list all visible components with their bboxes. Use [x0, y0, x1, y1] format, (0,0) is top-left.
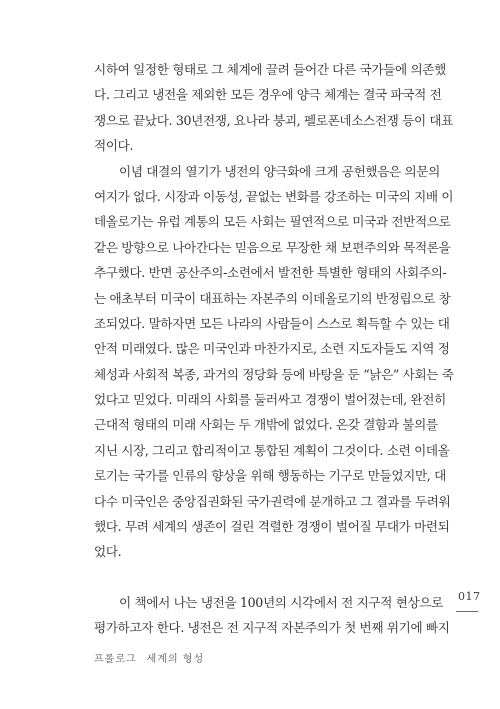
text-line: 데올로기는 유럽 계통의 모든 사회는 필연적으로 미국과 전반적으로 [94, 214, 451, 230]
page-number-rule [456, 611, 478, 612]
running-footer [94, 650, 204, 665]
text-line: 이 책에서 나는 냉전을 100년의 시각에서 전 지구적 현상으로 [119, 594, 443, 610]
text-line: 다수 미국인은 중앙집권화된 국가권력에 분개하고 그 결과를 두려워 [94, 493, 451, 509]
text-line: 조되었다. 말하자면 모든 나라의 사람들이 스스로 획득할 수 있는 대 [94, 315, 450, 331]
paragraph [94, 590, 450, 641]
text-line: 다. 그리고 냉전을 제외한 모든 경우에 양극 체계는 결국 파국적 전 [94, 87, 442, 103]
text-line: 이념 대결의 열기가 냉전의 양극화에 크게 공헌했음은 의문의 [119, 163, 440, 179]
text-line: 같은 방향으로 나아간다는 믿음으로 무장한 채 보편주의와 목적론을 [94, 239, 451, 255]
text-line: 했다. 무려 세계의 생존이 걸린 격렬한 경쟁이 벌어질 무대가 마련되 [94, 519, 450, 535]
text-line: 었다. [94, 544, 122, 560]
paragraph [94, 159, 454, 565]
text-line: 근대적 형태의 미래 사회는 두 개밖에 없었다. 온갖 결함과 불의를 [94, 417, 438, 433]
body-text [94, 57, 454, 641]
footer-section: 프롤로그 [94, 654, 137, 665]
text-line: 여지가 없다. 시장과 이동성, 끝없는 변화를 강조하는 미국의 지배 이 [94, 188, 454, 204]
paragraph [94, 57, 454, 159]
text-line: 적이다. [94, 138, 134, 154]
text-line: 쟁으로 끝났다. 30년전쟁, 요나라 붕괴, 펠로폰네소스전쟁 등이 대표 [94, 112, 454, 128]
page-number: 017 [458, 590, 481, 603]
footer-title: 세계의 형성 [146, 654, 205, 665]
text-line: 체성과 사회적 복종, 과거의 정당화 등에 바탕을 둔 “낡은” 사회는 죽 [94, 366, 454, 382]
text-line: 로기는 국가를 인류의 향상을 위해 행동하는 기구로 만들었지만, 대 [94, 468, 446, 484]
text-line: 안적 미래였다. 많은 미국인과 마찬가지로, 소련 지도자들도 지역 정 [94, 341, 450, 357]
text-line: 었다고 믿었다. 미래의 사회를 둘러싸고 경쟁이 벌어졌는데, 완전히 [94, 392, 446, 408]
text-line: 추구했다. 반면 공산주의-소련에서 발전한 특별한 형태의 사회주의- [94, 265, 447, 281]
text-line: 평가하고자 한다. 냉전은 전 지구적 자본주의가 첫 번째 위기에 빠지 [94, 620, 450, 636]
text-line: 는 애초부터 미국이 대표하는 자본주의 이데올로기의 반정립으로 창 [94, 290, 451, 306]
text-line: 지닌 시장, 그리고 합리적이고 통합된 계획이 그것이다. 소련 이데올 [94, 442, 450, 458]
text-line: 시하여 일정한 형태로 그 체계에 끌려 들어간 다른 국가들에 의존했 [94, 62, 446, 77]
section-break [94, 565, 434, 590]
